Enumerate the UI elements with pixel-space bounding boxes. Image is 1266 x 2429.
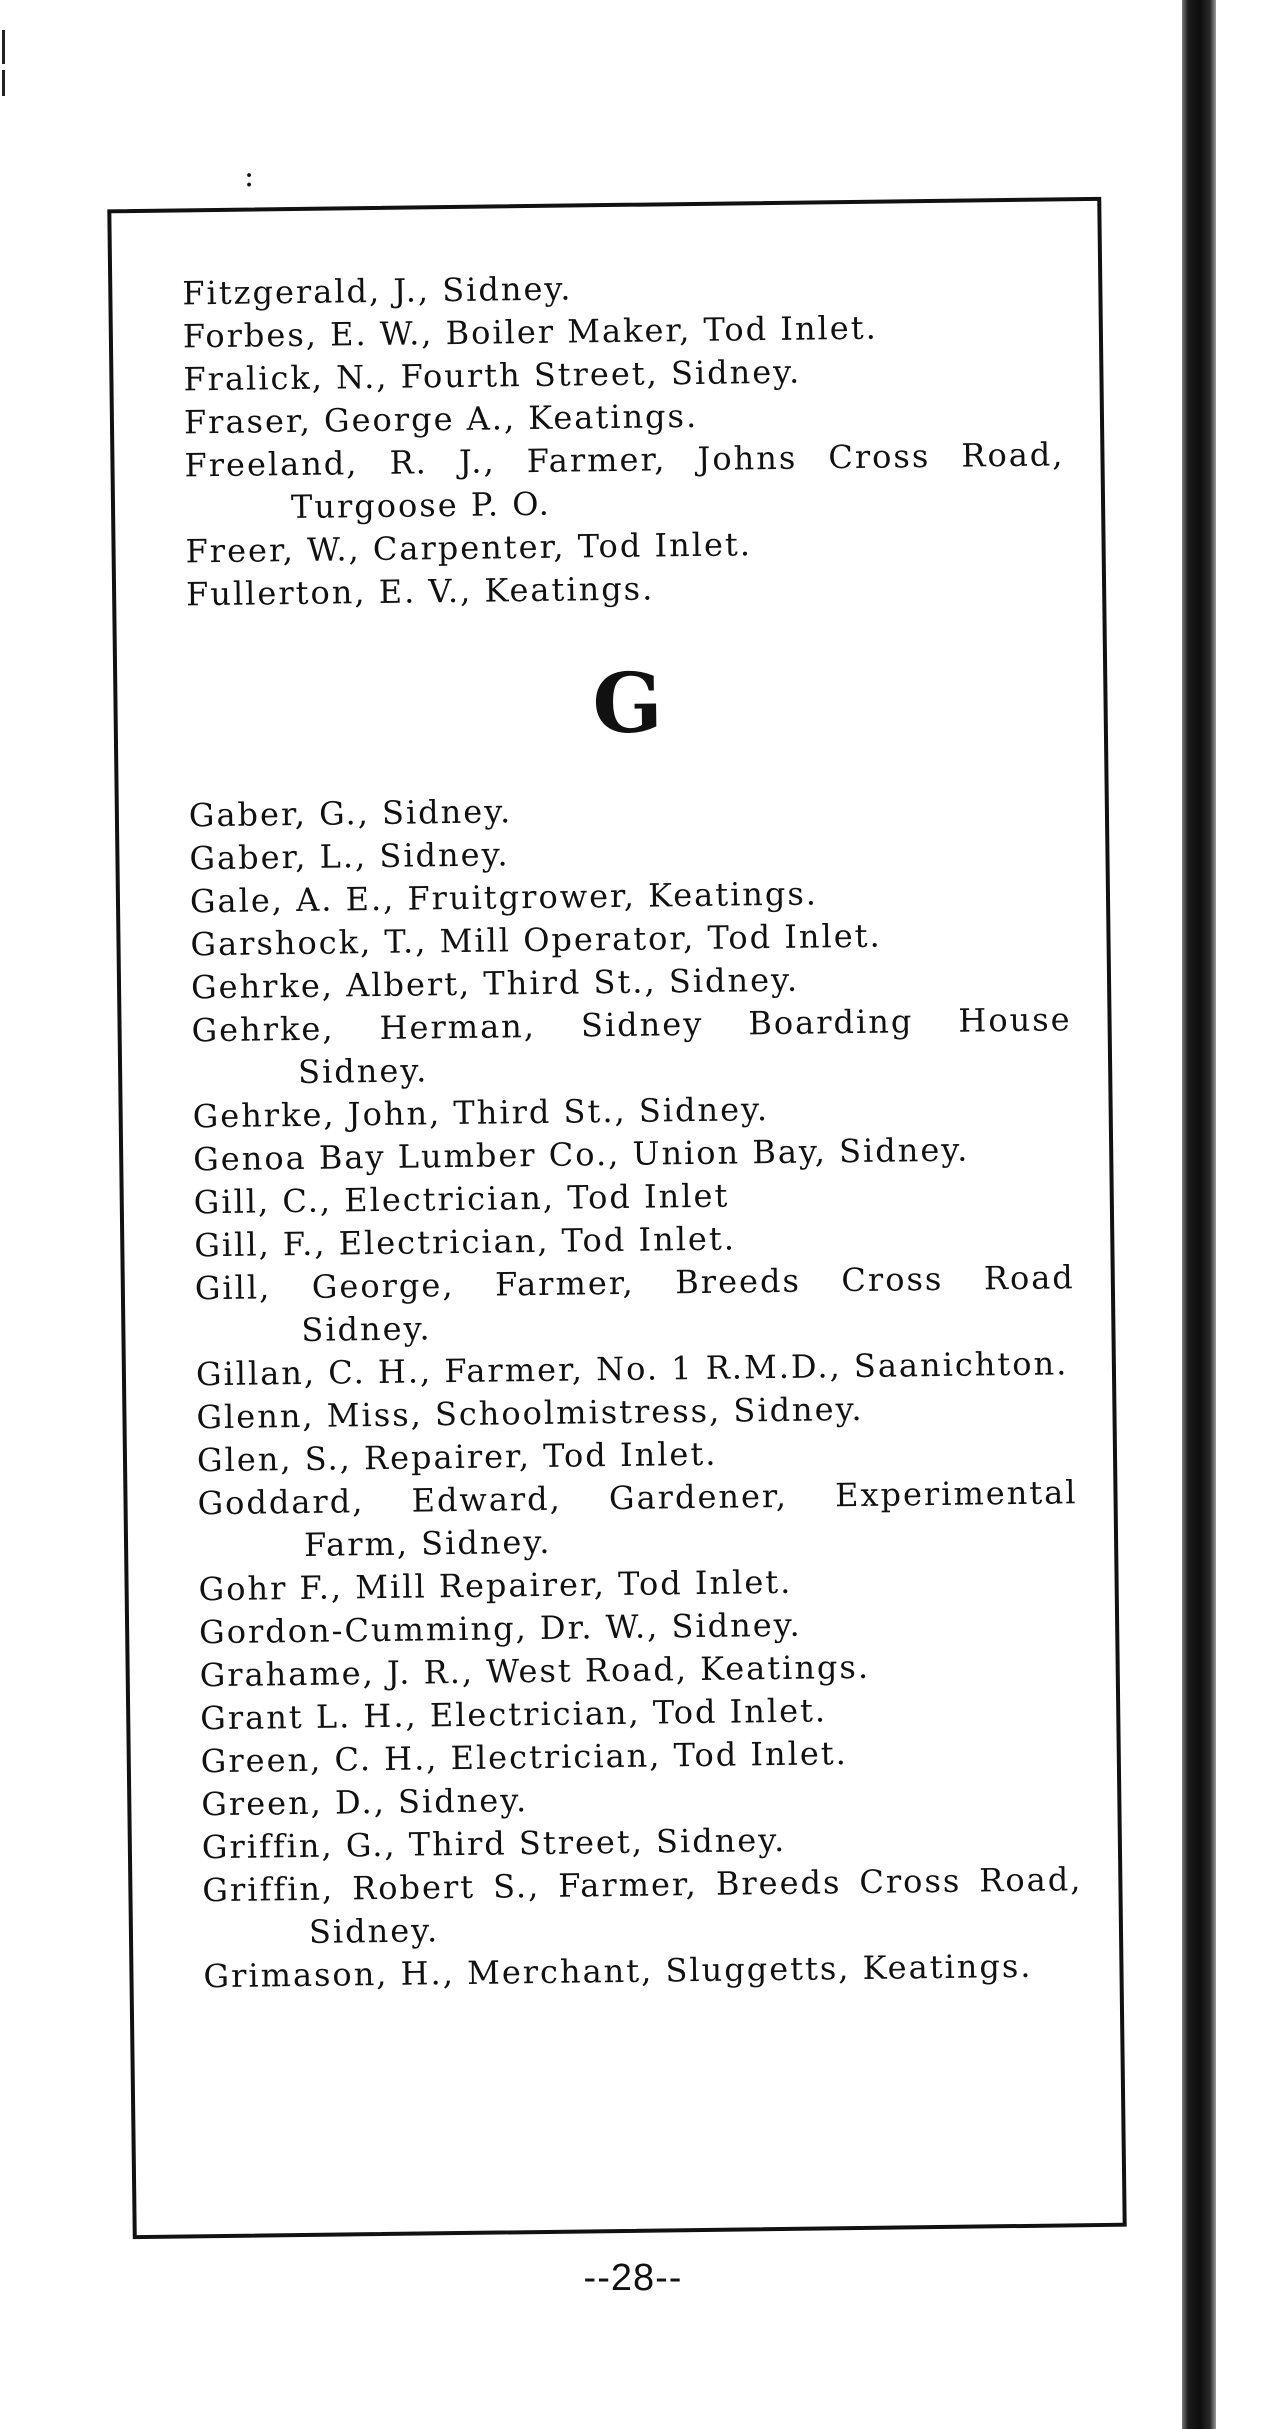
directory-entry: Gill, George, Farmer, Breeds Cross Road Sidney. <box>194 1258 1076 1349</box>
directory-entry: Gaber, L., Sidney. <box>189 835 510 878</box>
directory-box <box>107 197 1126 2239</box>
directory-entry: Griffin, G., Third Street, Sidney. <box>201 1820 787 1867</box>
directory-entry: Glen, S., Repairer, Tod Inlet. <box>196 1434 718 1480</box>
directory-entry: Glenn, Miss, Schoolmistress, Sidney. <box>196 1389 864 1437</box>
directory-entry: Gehrke, John, Third St., Sidney. <box>192 1090 770 1136</box>
directory-entry: Gordon-Cumming, Dr. W., Sidney. <box>198 1605 802 1652</box>
directory-entry: Freeland, R. J., Farmer, Johns Cross Road, Turgoose P. O. <box>184 435 1065 527</box>
margin-tick <box>2 30 5 64</box>
directory-entry: Gehrke, Herman, Sidney Boarding House Sidney. <box>191 1000 1072 1091</box>
directory-entry: Gill, C., Electrician, Tod Inlet <box>193 1176 730 1222</box>
directory-entry: Gillan, C. H., Farmer, No. 1 R.M.D., Saanichton. <box>195 1344 1069 1394</box>
directory-entry: Fitzgerald, J., Sidney. <box>182 269 573 313</box>
directory-entry: Forbes, E. W., Boiler Maker, Tod Inlet. <box>182 308 878 356</box>
directory-entry: Grant L. H., Electrician, Tod Inlet. <box>200 1691 828 1738</box>
directory-entry: Gill, F., Electrician, Tod Inlet. <box>194 1219 737 1265</box>
directory-entry: Grimason, H., Merchant, Sluggetts, Keatings. <box>203 1946 1033 1996</box>
section-heading: G <box>591 655 664 753</box>
margin-mark: : <box>244 159 255 194</box>
directory-entry: Grahame, J. R., West Road, Keatings. <box>199 1647 871 1695</box>
directory-entry: Green, D., Sidney. <box>201 1781 529 1824</box>
directory-entry: Goddard, Edward, Gardener, Experimental Farm, Sidney. <box>197 1473 1078 1564</box>
directory-entry: Garshock, T., Mill Operator, Tod Inlet. <box>190 916 882 964</box>
page-number: --28-- <box>583 2257 683 2299</box>
directory-entry: Genoa Bay Lumber Co., Union Bay, Sidney. <box>192 1130 970 1179</box>
directory-entry: Green, C. H., Electrician, Tod Inlet. <box>200 1734 849 1781</box>
directory-entries <box>182 261 1084 1998</box>
directory-entry: Fraser, George A., Keatings. <box>183 396 699 442</box>
directory-entry: Gaber, G., Sidney. <box>188 792 513 835</box>
page-binding-edge <box>1182 0 1216 2429</box>
directory-entry: Fralick, N., Fourth Street, Sidney. <box>183 352 802 399</box>
directory-entry: Fullerton, E. V., Keatings. <box>185 569 655 614</box>
directory-entry: Gohr F., Mill Repairer, Tod Inlet. <box>198 1562 793 1609</box>
margin-tick <box>2 70 5 96</box>
directory-entry: Griffin, Robert S., Farmer, Breeds Cross Road, Sidney. <box>202 1860 1083 1951</box>
directory-entry: Gale, A. E., Fruitgrower, Keatings. <box>189 874 819 921</box>
directory-entry: Freer, W., Carpenter, Tod Inlet. <box>185 525 753 571</box>
directory-entry: Gehrke, Albert, Third St., Sidney. <box>190 960 800 1007</box>
